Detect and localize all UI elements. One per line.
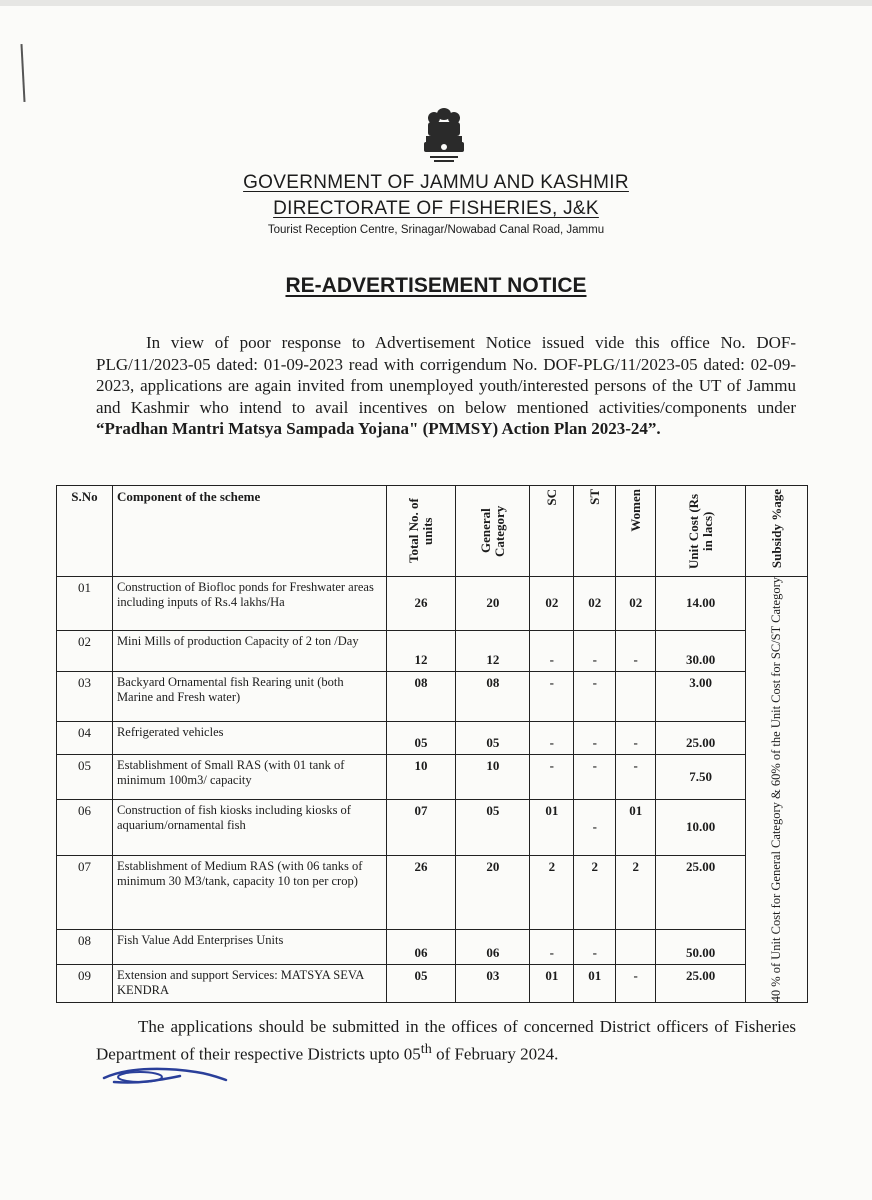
table-row — [57, 855, 808, 929]
units-table — [56, 485, 808, 1003]
cell-sc: - — [530, 754, 574, 799]
cell-st: 01 — [574, 965, 616, 1003]
header-unit-cost: Unit Cost (Rs in lacs) — [656, 486, 746, 577]
cell-sc: - — [530, 930, 574, 965]
cell-st: 2 — [574, 855, 616, 929]
table-row — [57, 721, 808, 754]
cell-unit-cost: 14.00 — [656, 577, 746, 631]
cell-general: 03 — [456, 965, 530, 1003]
table-row — [57, 799, 808, 855]
cell-st: - — [574, 754, 616, 799]
cell-component: Construction of Biofloc ponds for Freshwater areas including inputs of Rs.4 lakhs/Ha — [112, 577, 386, 631]
table-row — [57, 630, 808, 671]
pen-scribble-icon — [100, 1064, 230, 1088]
cell-sc: - — [530, 721, 574, 754]
table-row — [57, 671, 808, 721]
cell-sc: 01 — [530, 799, 574, 855]
header-sc: SC — [530, 486, 574, 577]
state-emblem-icon — [414, 104, 474, 168]
footer-paragraph — [96, 1016, 796, 1066]
cell-sno: 04 — [57, 721, 113, 754]
cell-women: - — [616, 721, 656, 754]
cell-unit-cost: 25.00 — [656, 721, 746, 754]
cell-component: Refrigerated vehicles — [112, 721, 386, 754]
header-total: Total No. of units — [386, 486, 456, 577]
cell-st: - — [574, 671, 616, 721]
footer-text-end: of February 2024. — [431, 1044, 559, 1064]
cell-component: Establishment of Small RAS (with 01 tank of minimum 100m3/ capacity — [112, 754, 386, 799]
header-component: Component of the scheme — [112, 486, 386, 577]
cell-st: - — [574, 630, 616, 671]
cell-general: 08 — [456, 671, 530, 721]
cell-sc: 2 — [530, 855, 574, 929]
cell-component: Construction of fish kiosks including kiosks of aquarium/ornamental fish — [112, 799, 386, 855]
cell-general: 10 — [456, 754, 530, 799]
cell-component: Mini Mills of production Capacity of 2 ton /Day — [112, 630, 386, 671]
cell-women: 02 — [616, 577, 656, 631]
cell-general: 05 — [456, 799, 530, 855]
cell-total: 05 — [386, 965, 456, 1003]
cell-women: - — [616, 754, 656, 799]
cell-general: 06 — [456, 930, 530, 965]
cell-total: 06 — [386, 930, 456, 965]
intro-paragraph — [96, 332, 796, 440]
cell-component: Extension and support Services: MATSYA SEVA KENDRA — [112, 965, 386, 1003]
cell-sc: 01 — [530, 965, 574, 1003]
cell-subsidy: 40 % of Unit Cost for General Category & 60% of the Unit Cost for SC/ST Category — [746, 577, 808, 1003]
cell-unit-cost: 7.50 — [656, 754, 746, 799]
table-row — [57, 754, 808, 799]
cell-sc: - — [530, 630, 574, 671]
cell-total: 26 — [386, 577, 456, 631]
cell-unit-cost: 10.00 — [656, 799, 746, 855]
cell-sno: 03 — [57, 671, 113, 721]
cell-st: 02 — [574, 577, 616, 631]
header-st: ST — [574, 486, 616, 577]
cell-women: - — [616, 630, 656, 671]
cell-sc: - — [530, 671, 574, 721]
table-row — [57, 577, 808, 631]
cell-general: 05 — [456, 721, 530, 754]
cell-unit-cost: 25.00 — [656, 965, 746, 1003]
notice-title: RE-ADVERTISEMENT NOTICE — [285, 274, 587, 297]
cell-women: 2 — [616, 855, 656, 929]
header-sno: S.No — [57, 486, 113, 577]
cell-sno: 09 — [57, 965, 113, 1003]
cell-sno: 07 — [57, 855, 113, 929]
cell-women — [616, 930, 656, 965]
cell-general: 20 — [456, 855, 530, 929]
cell-sno: 06 — [57, 799, 113, 855]
cell-total: 08 — [386, 671, 456, 721]
table-header-row — [57, 486, 808, 577]
page-edge — [0, 0, 872, 6]
cell-general: 12 — [456, 630, 530, 671]
cell-unit-cost: 30.00 — [656, 630, 746, 671]
cell-total: 07 — [386, 799, 456, 855]
cell-general: 20 — [456, 577, 530, 631]
cell-unit-cost: 25.00 — [656, 855, 746, 929]
cell-component: Establishment of Medium RAS (with 06 tanks of minimum 30 M3/tank, capacity 10 ton per crop) — [112, 855, 386, 929]
cell-sno: 08 — [57, 930, 113, 965]
cell-st: - — [574, 721, 616, 754]
header-subsidy: Subsidy %age — [746, 486, 808, 577]
header-women: Women — [616, 486, 656, 577]
header-government: GOVERNMENT OF JAMMU AND KASHMIR — [243, 172, 629, 193]
table-row — [57, 965, 808, 1003]
cell-women: - — [616, 965, 656, 1003]
intro-text: In view of poor response to Advertisement Notice issued vide this office No. DOF-PLG/11/2023-05 dated: 01-09-2023 read with corrigendum No. DOF-PLG/11/2023-05 dated: 02-09-2023, applications are again invited from unemployed youth/interested persons of the UT of Jammu and Kashmir who intend to avail incentives on below mentioned activities/components under — [96, 333, 796, 417]
cell-sno: 02 — [57, 630, 113, 671]
cell-component: Fish Value Add Enterprises Units — [112, 930, 386, 965]
cell-st: - — [574, 799, 616, 855]
header-directorate: DIRECTORATE OF FISHERIES, J&K — [273, 198, 599, 219]
cell-unit-cost: 3.00 — [656, 671, 746, 721]
cell-sno: 01 — [57, 577, 113, 631]
cell-sc: 02 — [530, 577, 574, 631]
cell-total: 05 — [386, 721, 456, 754]
header-address: Tourist Reception Centre, Srinagar/Nowabad Canal Road, Jammu — [267, 224, 605, 236]
cell-unit-cost: 50.00 — [656, 930, 746, 965]
cell-total: 26 — [386, 855, 456, 929]
cell-component: Backyard Ornamental fish Rearing unit (both Marine and Fresh water) — [112, 671, 386, 721]
cell-women: 01 — [616, 799, 656, 855]
cell-sno: 05 — [57, 754, 113, 799]
header-general: General Category — [456, 486, 530, 577]
table-row — [57, 930, 808, 965]
margin-pen-mark — [20, 44, 25, 102]
intro-scheme-name: “Pradhan Mantri Matsya Sampada Yojana" (PMMSY) Action Plan 2023-24”. — [96, 419, 661, 438]
cell-total: 10 — [386, 754, 456, 799]
cell-st: - — [574, 930, 616, 965]
cell-total: 12 — [386, 630, 456, 671]
footer-superscript: th — [420, 1041, 432, 1057]
footer-text: The applications should be submitted in the offices of concerned District officers of Fisheries Department of their respective Districts upto 05 — [96, 1017, 796, 1064]
cell-women — [616, 671, 656, 721]
